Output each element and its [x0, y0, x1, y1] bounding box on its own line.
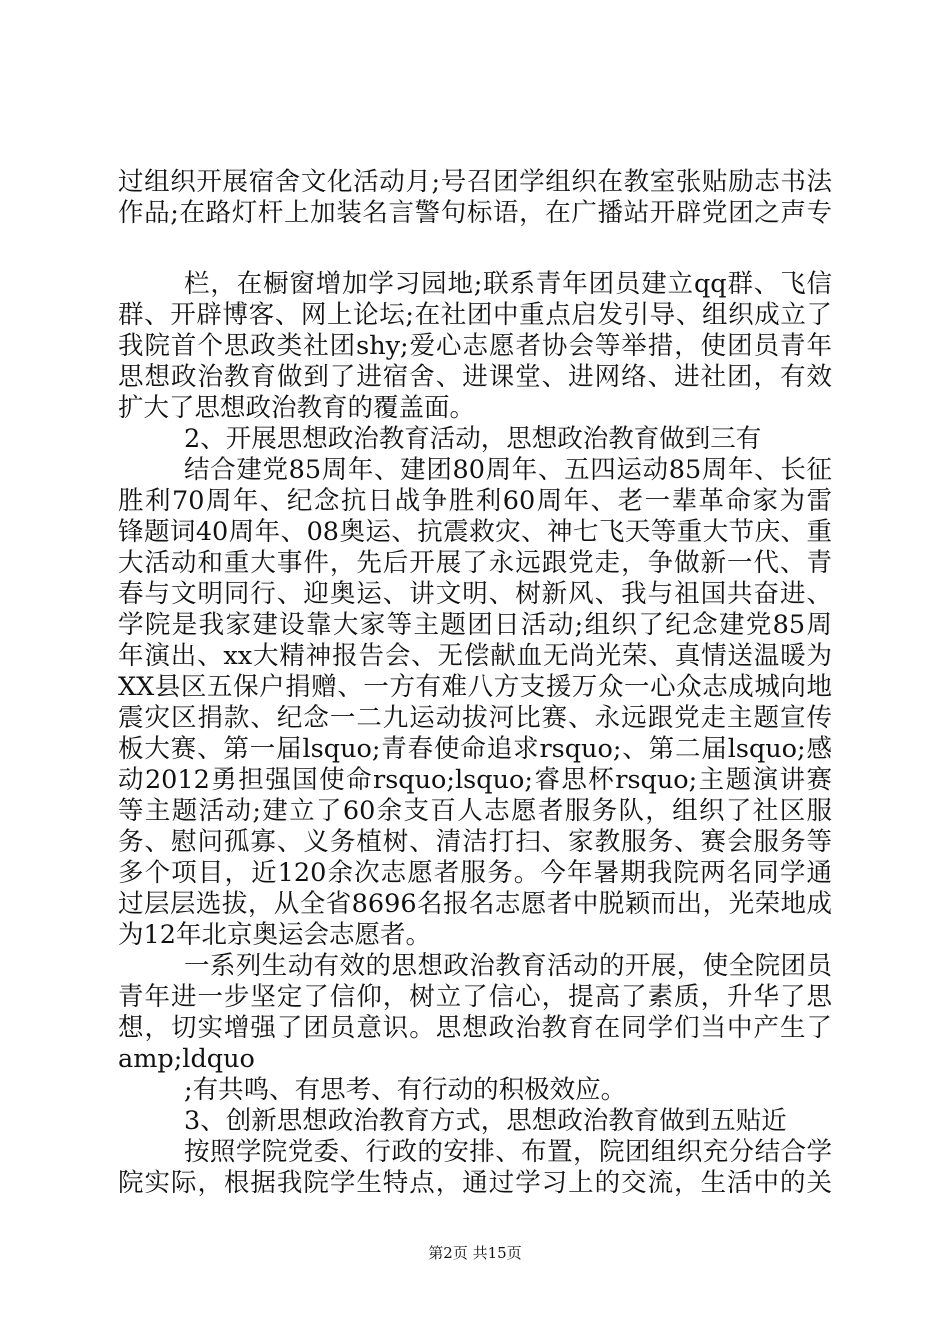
text-line: 板大赛、第一届lsquo;青春使命追求rsquo;、第二届lsquo;感 — [118, 734, 832, 764]
text-line: 青年进一步坚定了信仰，树立了信心，提高了素质，升华了思 — [118, 982, 832, 1012]
text-line: 过组织开展宿舍文化活动月;号召团学组织在教室张贴励志书法 — [118, 167, 832, 197]
text-line: 群、开辟博客、网上论坛;在社团中重点启发引导、组织成立了 — [118, 300, 832, 330]
text-line: 过层层选拔，从全省8696名报名志愿者中脱颖而出，光荣地成 — [118, 889, 832, 919]
text-line: 思想政治教育做到了进宿舍、进课堂、进网络、进社团，有效 — [118, 362, 832, 392]
text-line: 为12年北京奥运会志愿者。 — [118, 920, 431, 950]
text-line: 务、慰问孤寡、义务植树、清洁打扫、家教服务、赛会服务等 — [118, 827, 832, 857]
text-line: 想，切实增强了团员意识。思想政治教育在同学们当中产生了 — [118, 1013, 832, 1043]
text-line: 一系列生动有效的思想政治教育活动的开展，使全院团员 — [184, 951, 832, 981]
text-line: 我院首个思政类社团shy;爱心志愿者协会等举措，使团员青年 — [118, 331, 832, 361]
text-line: 学院是我家建设靠大家等主题团日活动;组织了纪念建党85周 — [118, 610, 832, 640]
text-line: amp;ldquo — [118, 1044, 255, 1074]
section-heading: 3、创新思想政治教育方式，思想政治教育做到五贴近 — [184, 1106, 787, 1136]
text-line: 胜利70周年、纪念抗日战争胜利60周年、老一辈革命家为雷 — [118, 486, 832, 516]
text-line: 多个项目，近120余次志愿者服务。今年暑期我院两名同学通 — [118, 858, 832, 888]
text-line: 等主题活动;建立了60余支百人志愿者服务队，组织了社区服 — [118, 796, 832, 826]
page-number-footer: 第2页 共15页 — [428, 1244, 522, 1262]
text-line: 作品;在路灯杆上加装名言警句标语，在广播站开辟党团之声专 — [118, 198, 832, 228]
text-line: 动2012勇担强国使命rsquo;lsquo;睿思杯rsquo;主题演讲赛 — [118, 765, 832, 795]
text-line: 扩大了思想政治教育的覆盖面。 — [118, 393, 476, 423]
text-line: XX县区五保户捐赠、一方有难八方支援万众一心众志成城向地 — [118, 672, 832, 702]
section-heading: 2、开展思想政治教育活动，思想政治教育做到三有 — [184, 424, 762, 454]
text-line: 锋题词40周年、08奥运、抗震救灾、神七飞天等重大节庆、重 — [118, 517, 832, 547]
text-line: 年演出、xx大精神报告会、无偿献血无尚光荣、真情送温暖为 — [118, 641, 832, 671]
document-body — [118, 167, 832, 1199]
text-line: ;有共鸣、有思考、有行动的积极效应。 — [184, 1075, 627, 1105]
text-line: 院实际，根据我院学生特点，通过学习上的交流，生活中的关 — [118, 1168, 832, 1198]
text-line: 栏，在橱窗增加学习园地;联系青年团员建立qq群、飞信 — [184, 269, 832, 299]
text-line: 结合建党85周年、建团80周年、五四运动85周年、长征 — [184, 455, 832, 485]
text-line: 按照学院党委、行政的安排、布置，院团组织充分结合学 — [184, 1137, 832, 1167]
paragraph-gap — [118, 229, 832, 269]
text-line: 震灾区捐款、纪念一二九运动拔河比赛、永远跟党走主题宣传 — [118, 703, 832, 733]
text-line: 大活动和重大事件，先后开展了永远跟党走，争做新一代、青 — [118, 548, 832, 578]
text-line: 春与文明同行、迎奥运、讲文明、树新风、我与祖国共奋进、 — [118, 579, 832, 609]
